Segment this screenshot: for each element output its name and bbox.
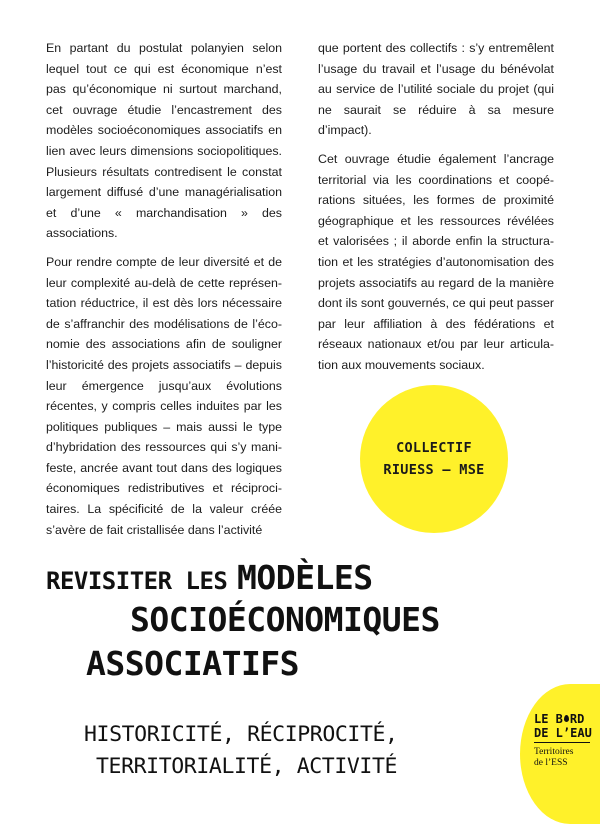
collection-line-2: de l’ESS xyxy=(534,758,568,768)
collection-line-1: Territoires xyxy=(534,747,574,757)
title-prefix: REVISITER LES xyxy=(46,567,228,595)
author-line-2: RIUESS – MSE xyxy=(383,462,485,478)
paragraph: Cet ouvrage étudie également l’ancrage territorial via les coordinations et coopérations situées, les formes de proximité géographique et les ressources révélées et valorisées ; il aborde enfin la structuration et les stratégies d’autonomisation des projets associatifs au regard de la manière dont ils sont gouvernés, ce qui peut passer par leur affiliation à des fédérations et réseaux nationaux et/ou par leur articulation aux mouvements sociaux. xyxy=(318,151,554,372)
back-cover-text-left-column xyxy=(46,38,282,548)
publisher-name-line-2: DE L’EAU xyxy=(534,726,592,740)
publisher-logo-divider xyxy=(534,742,590,743)
book-subtitle-line-2: TERRITORIALITÉ, ACTIVITÉ xyxy=(96,754,398,779)
book-subtitle-line-1: HISTORICITÉ, RÉCIPROCITÉ, xyxy=(84,722,398,747)
collection-name xyxy=(534,747,573,769)
book-title-line-2: SOCIOÉCONOMIQUES xyxy=(130,600,440,639)
author-badge xyxy=(360,385,508,533)
back-cover-text-right-column xyxy=(318,38,554,384)
paragraph: En partant du postulat polanyien selon lequel tout ce qui est économique n’est pas qu’économique ni surtout marchand, cet ouvrage étudie l’encastrement des modèles socioéconomiques associatifs en lien avec leurs dimensions sociopolitiques. Plusieurs résultats contredisent le constat largement diffusé d’une managérialisation et d’une « marchandisation » des associations. xyxy=(46,41,282,241)
book-title-line-1 xyxy=(46,558,373,597)
title-word-models: MODÈLES xyxy=(236,558,373,597)
water-drop-icon xyxy=(564,715,569,722)
book-title-line-3: ASSOCIATIFS xyxy=(86,644,300,683)
publisher-name-line-1: LE B RD xyxy=(534,712,585,726)
paragraph: Pour rendre compte de leur diversité et de leur complexité au-delà de cette représentation réductrice, il est dès lors nécessaire de s’affranchir des modélisations de l’économie des associations afin de souligner l’historicité des projets associatifs – depuis leur émergence jusqu’aux évolutions récentes, y compris celles induites par les politiques publiques – mais aussi le type d’hybridation des ressources qui s’y manifeste, ancrée avant tout dans des logiques économiques redistributives et réciprocitaires. La spécificité de la valeur créée s’avère de fait cristallisée dans l’activité xyxy=(46,254,282,537)
paragraph: que portent des collectifs : s’y entremêlent l’usage du travail et l’usage du bénévolat au service de l’utilité sociale du projet (qui ne saurait se réduire à sa mesure d’impact). xyxy=(318,41,554,138)
publisher-logo-name xyxy=(534,712,592,740)
author-line-1: COLLECTIF xyxy=(396,440,472,456)
